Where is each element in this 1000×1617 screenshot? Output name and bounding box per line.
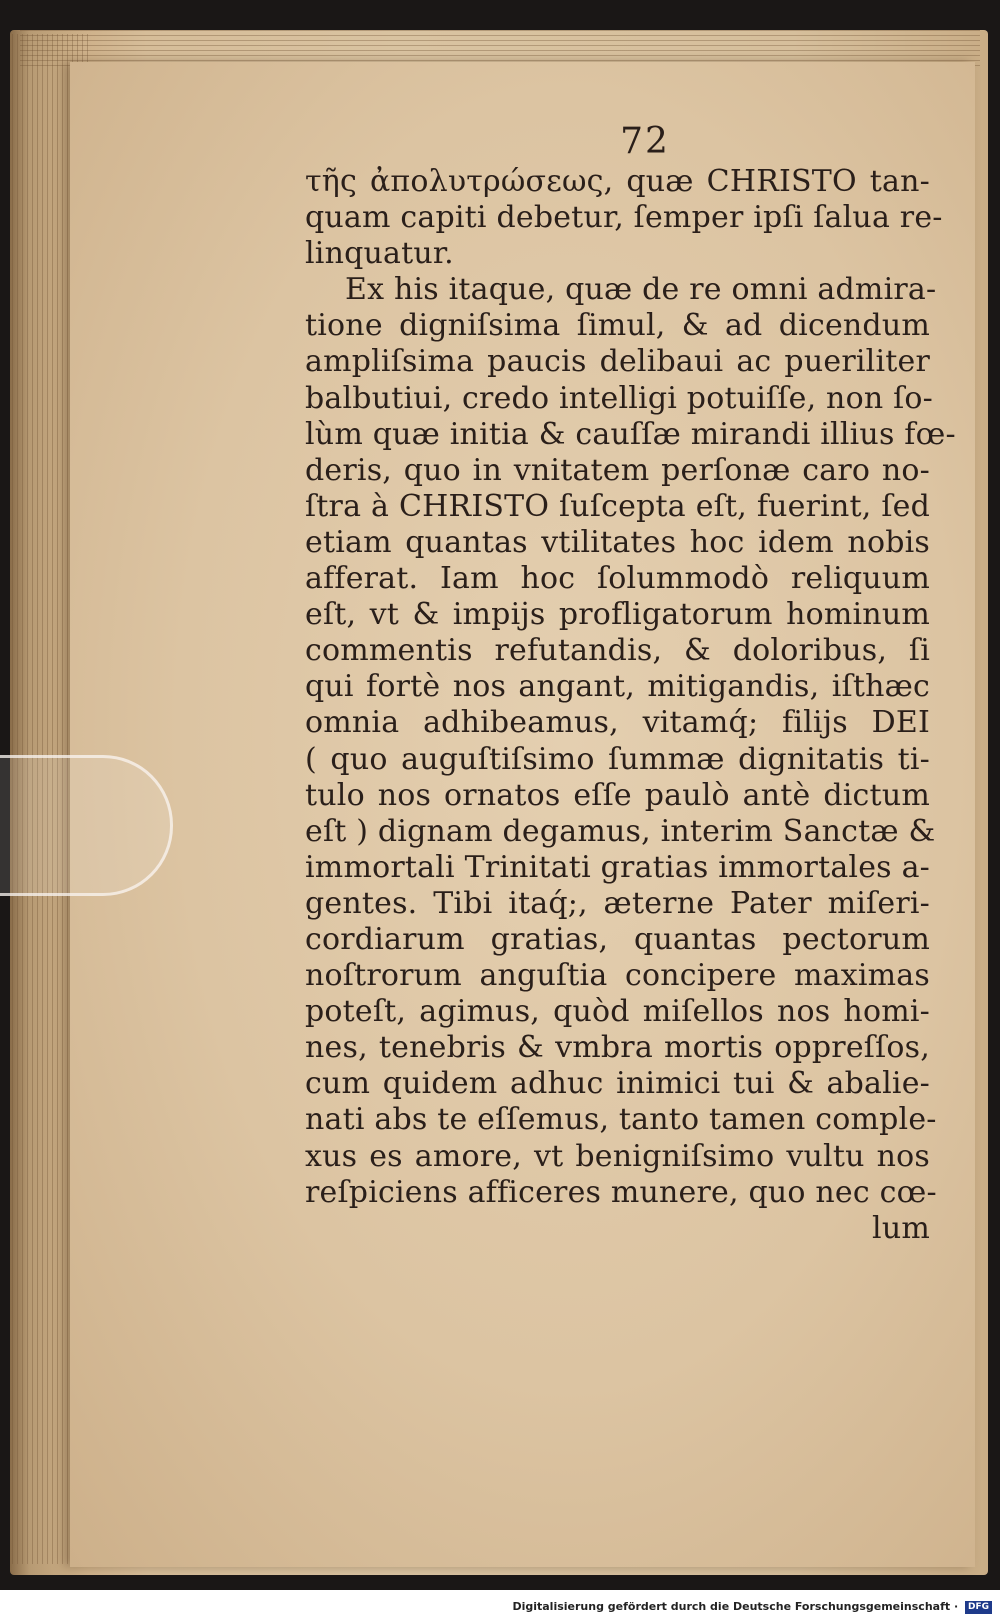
text-line: linquatur. bbox=[305, 236, 454, 272]
page-text-block bbox=[305, 120, 956, 1247]
text-line: poteſt, agimus, quòd miſellos nos homi- bbox=[305, 994, 930, 1030]
text-line: balbutiui, credo intelligi potuiſſe, non ſo- bbox=[305, 380, 934, 416]
text-lines bbox=[305, 164, 956, 1211]
text-line: qui fortè nos angant, mitigandis, iſthæc bbox=[305, 669, 930, 705]
text-line: tulo nos ornatos eſſe paulò antè dictum bbox=[305, 777, 930, 813]
text-line: ſtra à CHRISTO ſuſcepta eſt, fuerint, ſed bbox=[305, 488, 930, 524]
text-line: afferat. Iam hoc ſolummodò reliquum bbox=[305, 561, 930, 597]
footer-credit: Digitalisierung gefördert durch die Deutsche Forschungsgemeinschaft bbox=[512, 1600, 951, 1613]
text-line: cum quidem adhuc inimici tui & abalie- bbox=[305, 1066, 930, 1102]
text-line: commentis refutandis, & doloribus, ſi bbox=[305, 633, 930, 669]
text-line: cordiarum gratias, quantas pectorum bbox=[305, 921, 930, 957]
text-line: etiam quantas vtilitates hoc idem nobis bbox=[305, 524, 930, 560]
text-line: xus es amore, vt benigniſsimo vultu nos bbox=[305, 1138, 930, 1174]
bookmark-clip bbox=[0, 755, 173, 896]
text-line: omnia adhibeamus, vitamq́; filijs DEI bbox=[305, 705, 930, 741]
text-line: immortali Trinitati gratias immortales a- bbox=[305, 849, 930, 885]
text-line: τῆς ἀπολυτρώσεως, quæ CHRISTO tan- bbox=[305, 164, 930, 199]
text-line: reſpiciens afficeres munere, quo nec cœ- bbox=[305, 1174, 937, 1210]
catchword: lum bbox=[872, 1210, 930, 1246]
text-line: eſt ) dignam degamus, interim Sanctæ & bbox=[305, 813, 936, 849]
text-line: ampliſsima paucis delibaui ac pueriliter bbox=[305, 344, 930, 380]
text-line: Ex his itaque, quæ de re omni admira- bbox=[345, 272, 937, 308]
text-line: gentes. Tibi itaq́;, æterne Pater miſeri- bbox=[305, 885, 930, 921]
text-line: noſtrorum anguſtia concipere maximas bbox=[305, 958, 930, 994]
text-line: eſt, vt & impijs profligatorum hominum bbox=[305, 597, 930, 633]
text-line: nes, tenebris & vmbra mortis oppreſſos, bbox=[305, 1030, 930, 1066]
text-line: nati abs te eſſemus, tanto tamen comple- bbox=[305, 1102, 937, 1138]
footer-separator: · bbox=[953, 1600, 962, 1613]
text-line: ( quo auguſtiſsimo ſummæ dignitatis ti- bbox=[305, 741, 930, 777]
text-line: quam capiti debetur, ſemper ipſi ſalua re- bbox=[305, 200, 943, 236]
text-line: deris, quo in vnitatem perſonæ caro no- bbox=[305, 452, 930, 488]
page-number: 72 bbox=[620, 121, 670, 162]
text-line: tione digniſsima ſimul, & ad dicendum bbox=[305, 308, 930, 344]
dfg-logo: DFG bbox=[965, 1601, 992, 1614]
text-line: lùm quæ initia & cauſſæ mirandi illius fœ- bbox=[305, 416, 956, 452]
digitization-footer bbox=[0, 1596, 1000, 1617]
